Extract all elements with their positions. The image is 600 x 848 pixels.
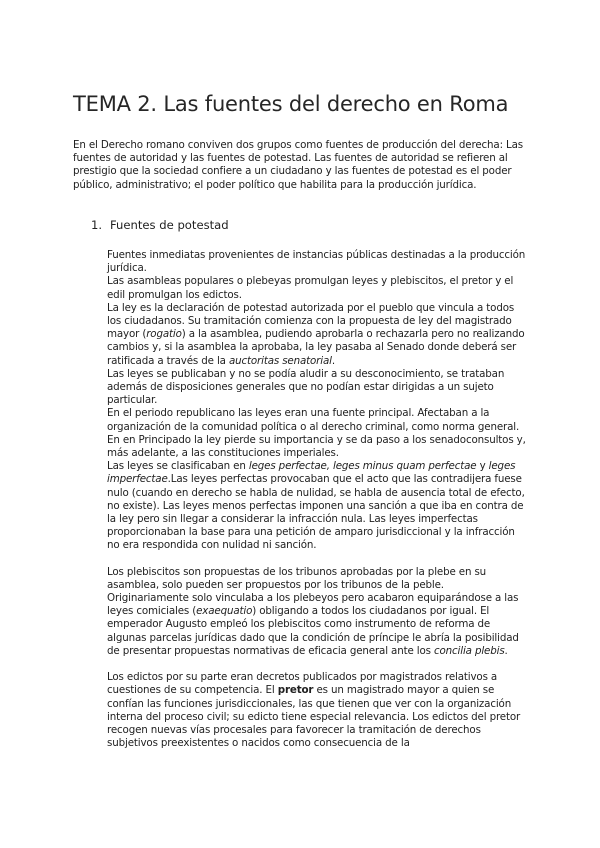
page-title: TEMA 2. Las fuentes del derecho en Roma — [73, 92, 509, 116]
term-leges-imperfectae: leges imperfectae — [107, 460, 516, 486]
paragraph-assemblies: Las asambleas populares o plebeyas promulgan leyes y plebiscitos, el pretor y el edil promulgan los edictos. — [107, 275, 514, 301]
section-body — [107, 249, 527, 750]
text-run: es un magistrado mayor a quien se confían las funciones jurisdiccionales, las que tienen que ver con la organización interna del proceso civil; su edicto tiene especial relevancia. Los edictos del pretor recogen nuevas vías procesales para favorecer la tramitación de derechos subjetivos preexistentes o nacidos como consecuencia de la — [107, 684, 521, 750]
text-run: Las leyes se clasificaban en — [107, 460, 249, 473]
term-concilia-plebis: concilia plebis — [433, 644, 505, 657]
paragraph-gap — [107, 553, 527, 566]
intro-paragraph: En el Derecho romano conviven dos grupos como fuentes de producción del derecha: Las fuentes de autoridad y las fuentes de potestad. Las fuentes de autoridad se refieren al prestigio que la sociedad confiere a un ciudadano y las fuentes de potestad es el poder público, administrativo; el poder político que habilita para la producción jurídica. — [73, 139, 523, 191]
paragraph-law-definition — [107, 302, 527, 368]
text-run: ) obligando a todos los ciudadanos por igual. El emperador Augusto empleó los plebiscitos como instrumento de reforma de algunas parcelas jurídicas dado que la condición de príncipe le abría la posibilidad de presentar propuestas normativas de eficacia general ante los — [107, 605, 519, 657]
term-pretor: pretor — [277, 684, 314, 697]
text-run: Los edictos por su parte eran decretos publicados por magistrados relativos a cuestiones de su competencia. El — [107, 671, 498, 697]
paragraph-publication: Las leyes se publicaban y no se podía aludir a su desconocimiento, se trataban además de disposiciones generales que no podían estar dirigidas a un sujeto particular. — [107, 367, 505, 407]
text-run: . — [331, 354, 335, 367]
section-number: 1. — [91, 218, 103, 232]
paragraph-plebiscites — [107, 566, 527, 658]
text-run: y — [476, 460, 489, 473]
section-heading — [91, 218, 229, 232]
text-run: Los plebiscitos son propuestas de los tribunos aprobadas por la plebe en su asamblea, solo pueden ser propuestos por los tribunos de la peble. Originariamente solo vinculaba a los plebeyos pero acabaron equiparándose a las leyes comiciales ( — [107, 565, 519, 618]
section-title: Fuentes de potestad — [110, 218, 229, 232]
paragraph-sources: Fuentes inmediatas provenientes de instancias públicas destinadas a la producción jurídica. — [107, 249, 526, 275]
term-rogatio: rogatio — [146, 328, 182, 341]
text-run: La ley es la declaración de potestad autorizada por el pueblo que vincula a todos los ciudadanos. Su tramitación comienza con la propuesta de ley del magistrado mayor ( — [107, 301, 515, 341]
paragraph-gap — [107, 658, 527, 671]
paragraph-edicts — [107, 671, 527, 750]
text-run: . — [504, 644, 508, 657]
text-run: ) a la asamblea, pudiendo aprobarla o rechazarla pero no realizando cambios y, si la asamblea la aprobaba, la ley pasaba al Senado donde deberá ser ratificada a través de la — [107, 328, 525, 367]
paragraph-republic: En el periodo republicano las leyes eran una fuente principal. Afectaban a la organización de la comunidad política o al derecho criminal, como norma general. En en Principado la ley pierde su importancia y se da paso a los senadoconsultos y, más adelante, a las constituciones imperiales. — [107, 407, 526, 460]
term-exaequatio: exaequatio — [196, 605, 253, 618]
text-run: .Las leyes perfectas provocaban que el acto que las contradijera fuese nulo (cuando en derecho se habla de nulidad, se habla de ausencia total de efecto, no existe). Las leyes menos perfectas imponen una sanción a que iba en contra de la ley pero sin llegar a considerar la infracción nula. Las leyes imperfectas proporcionaban la base para una petición de amparo jurisdiccional y la infracción no era respondida con nulidad ni sanción. — [107, 473, 525, 552]
term-leges: leges perfectae, leges minus quam perfectae — [248, 460, 477, 473]
paragraph-classification — [107, 460, 527, 552]
term-auctoritas: auctoritas senatorial — [228, 354, 332, 367]
